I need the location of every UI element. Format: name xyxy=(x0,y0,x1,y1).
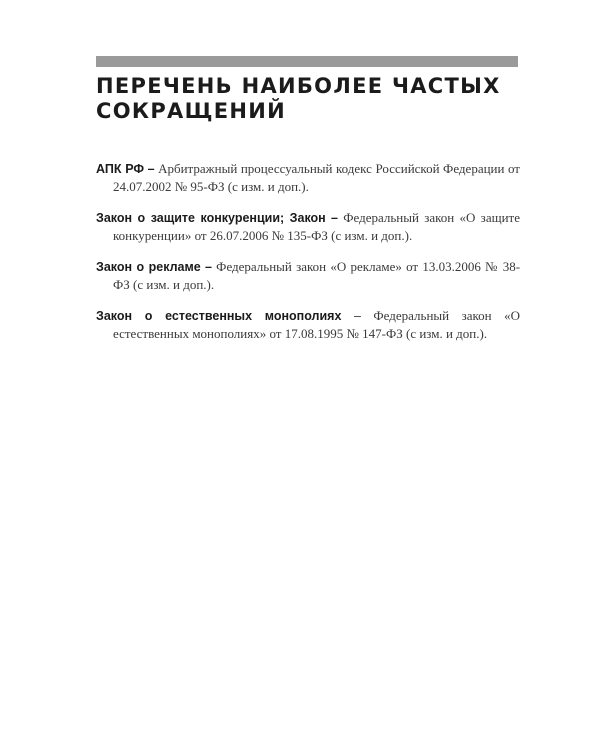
abbreviation-dash: – xyxy=(147,162,155,176)
abbreviation-dash: – xyxy=(353,309,361,323)
header-rule xyxy=(96,56,518,67)
abbreviation-dash: – xyxy=(331,211,338,225)
abbreviation-definition: Федеральный закон «О рекламе» от 13.03.2006 № 38-ФЗ (с изм. и доп.). xyxy=(113,259,521,292)
abbreviation-term: АПК РФ xyxy=(96,162,145,176)
abbreviation-definition: Федеральный закон «О защите конкуренции» от 26.07.2006 № 135-ФЗ (с изм. и доп.). xyxy=(113,210,521,243)
abbreviation-term: Закон о естественных монополиях xyxy=(96,309,342,323)
abbreviation-term: Закон о защите конкуренции; Закон xyxy=(96,211,326,225)
abbreviation-list xyxy=(96,160,520,356)
abbreviation-entry-monopolies-law xyxy=(96,307,520,343)
abbreviation-entry-apk xyxy=(96,160,520,196)
abbreviation-dash: – xyxy=(204,260,212,274)
page-title xyxy=(96,74,518,124)
page-title-line-1: ПЕРЕЧЕНЬ НАИБОЛЕЕ ЧАСТЫХ xyxy=(96,74,501,98)
abbreviation-term: Закон о рекламе xyxy=(96,260,201,274)
abbreviation-definition: Федеральный закон «О естественных монополиях» от 17.08.1995 № 147-ФЗ (с изм. и доп.). xyxy=(113,308,520,341)
abbreviation-entry-advertising-law xyxy=(96,258,520,294)
abbreviation-definition: Арбитражный процессуальный кодекс Российской Федерации от 24.07.2002 № 95-ФЗ (с изм. и доп.). xyxy=(113,161,520,194)
abbreviation-entry-competition-law xyxy=(96,209,520,245)
page-title-line-2: СОКРАЩЕНИЙ xyxy=(96,99,286,123)
